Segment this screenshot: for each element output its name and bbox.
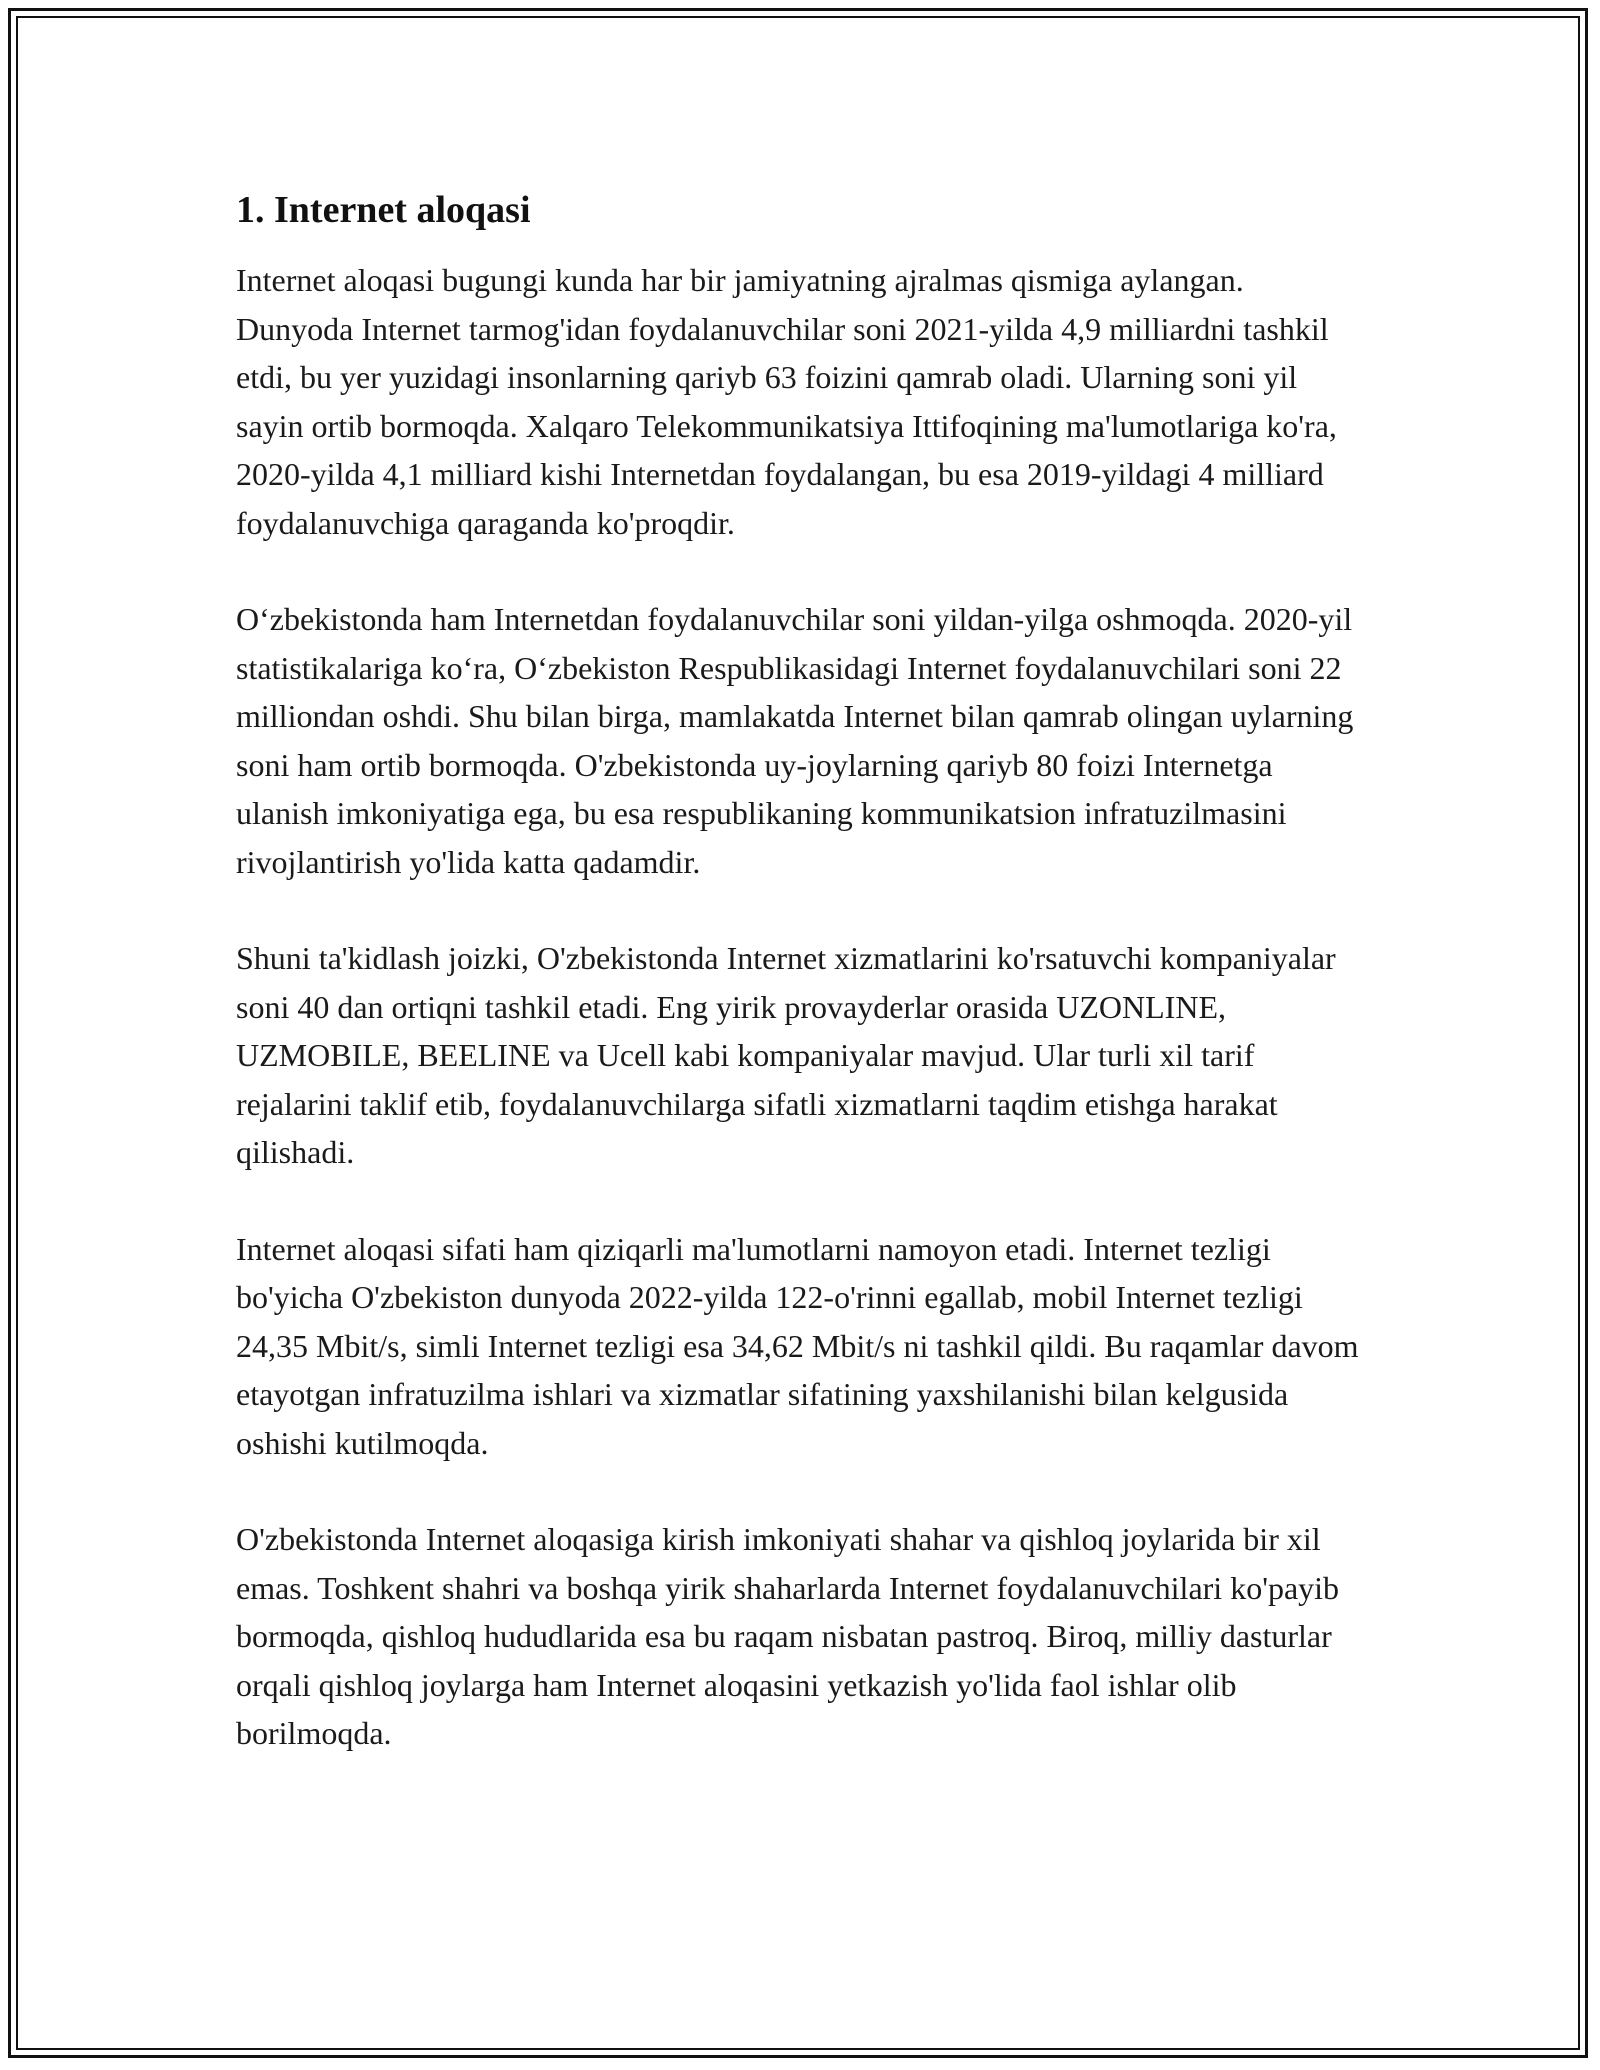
paragraph-3: Shuni ta'kidlash joizki, O'zbekistonda Internet xizmatlarini ko'rsatuvchi kompaniyalar soni 40 dan ortiqni tashkil etadi. Eng yirik provayderlar orasida UZONLINE, UZMOBILE, BEELINE va Ucell kabi kompaniyalar mavjud. Ular turli xil tarif rejalarini taklif etib, foydalanuvchilarga sifatli xizmatlarni taqdim etishga harakat qilishadi. <box>236 940 1336 1170</box>
paragraph-4: Internet aloqasi sifati ham qiziqarli ma'lumotlarni namoyon etadi. Internet tezligi bo'yicha O'zbekiston dunyoda 2022-yilda 122-o'rinni egallab, mobil Internet tezligi 24,35 Mbit/s, simli Internet tezligi esa 34,62 Mbit/s ni tashkil qildi. Bu raqamlar davom etayotgan infratuzilma ishlari va xizmatlar sifatining yaxshilanishi bilan kelgusida oshishi kutilmoqda. <box>236 1230 1359 1461</box>
paragraph-2: O‘zbekistonda ham Internetdan foydalanuvchilar soni yildan-yilga oshmoqda. 2020-yil statistikalariga ko‘ra, O‘zbekiston Respublikasidagi Internet foydalanuvchilari soni 22 milliondan oshdi. Shu bilan birga, mamlakatda Internet bilan qamrab olingan uylarning soni ham ortib bormoqda. O'zbekistonda uy-joylarning qariyb 80 foizi Internetga ulanish imkoniyatiga ega, bu esa respublikaning kommunikatsion infratuzilmasini rivojlantirish yo'lida katta qadamdir. <box>236 601 1354 880</box>
document-body <box>236 186 1366 1806</box>
paragraph-1: Internet aloqasi bugungi kunda har bir jamiyatning ajralmas qismiga aylangan. Dunyoda Internet tarmog'idan foydalanuvchilar soni 2021-yilda 4,9 milliardni tashkil etdi, bu yer yuzidagi insonlarning qariyb 63 foizini qamrab oladi. Ularning soni yil sayin ortib bormoqda. Xalqaro Telekommunikatsiya Ittifoqining ma'lumotlariga ko'ra, 2020-yilda 4,1 milliard kishi Internetdan foydalangan, bu esa 2019-yildagi 4 milliard foydalanuvchiga qaraganda ko'proqdir. <box>236 262 1337 541</box>
section-title: 1. Internet aloqasi <box>236 189 531 231</box>
paragraph-5: O'zbekistonda Internet aloqasiga kirish imkoniyati shahar va qishloq joylarida bir xil emas. Toshkent shahri va boshqa yirik shaharlarda Internet foydalanuvchilari ko'payib bormoqda, qishloq hududlarida esa bu raqam nisbatan pastroq. Biroq, milliy dasturlar orqali qishloq joylarga ham Internet aloqasini yetkazish yo'lida faol ishlar olib borilmoqda. <box>236 1521 1340 1751</box>
